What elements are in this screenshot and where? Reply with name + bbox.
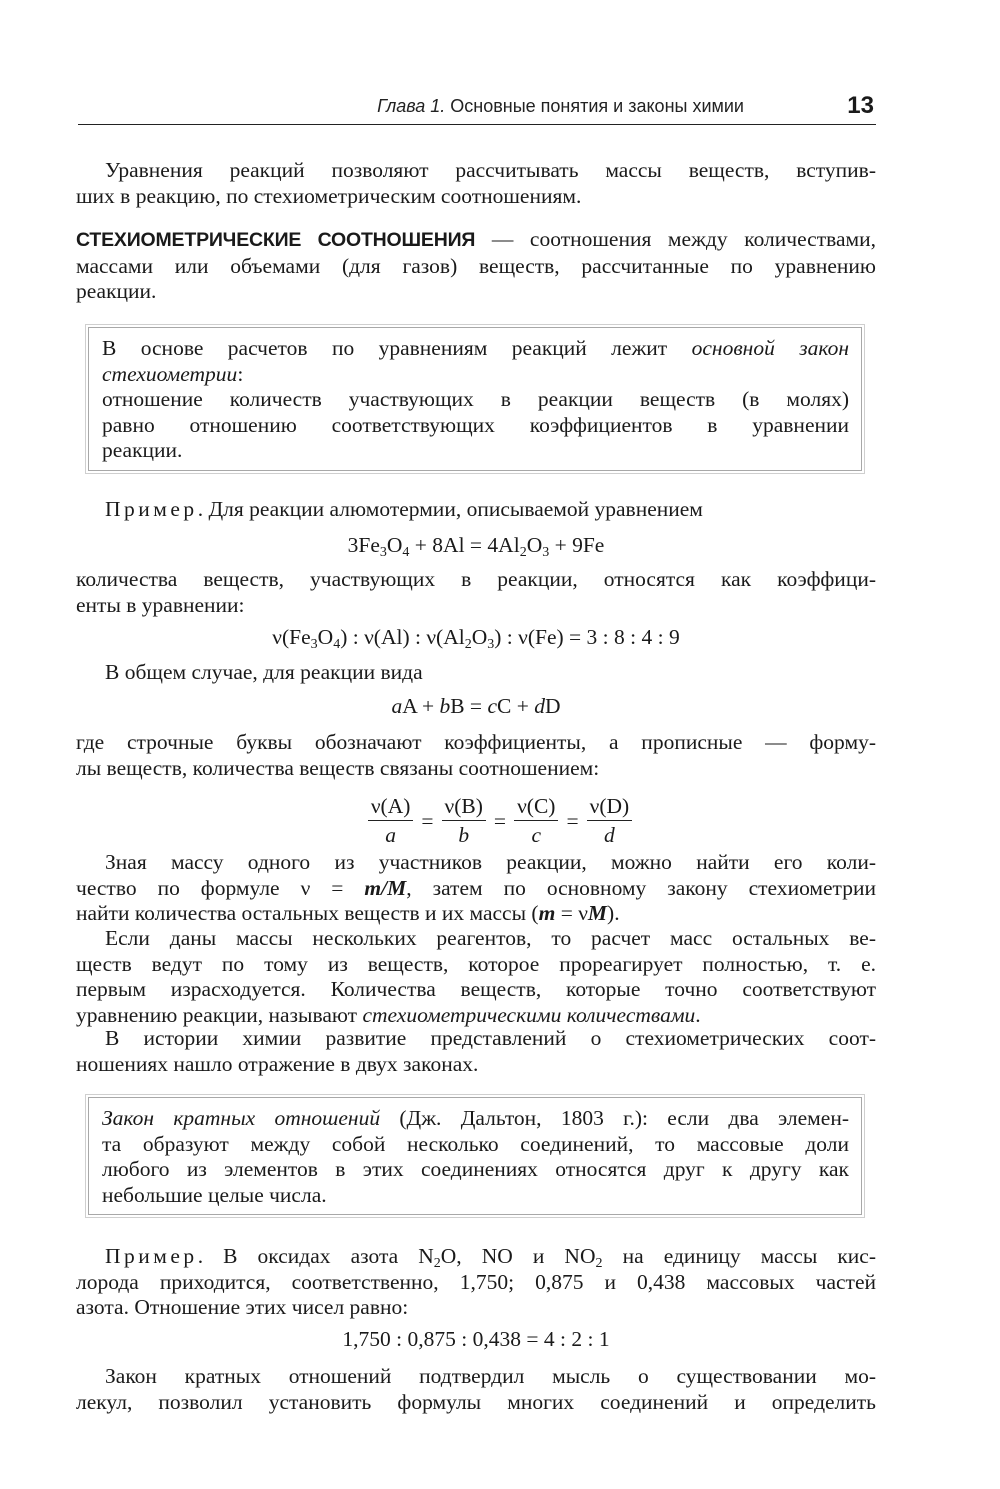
chapter-label: Глава 1. — [377, 96, 446, 116]
equals-sign: = — [493, 808, 507, 833]
text-line: лекул, позволил установить формулы многих соединений и определить — [76, 1389, 876, 1414]
example-nitrogen-oxides — [76, 1244, 876, 1321]
text-line: В истории химии развитие представлений о стехиометрических соот- — [105, 1026, 876, 1050]
page-number: 13 — [847, 92, 874, 119]
paragraph-last — [76, 1364, 876, 1415]
stoichiometry-law-box — [88, 327, 862, 471]
text-line: лы веществ, количества веществ связаны соотношением: — [76, 755, 600, 780]
text-line: ших в реакцию, по стехиометрическим соотношениям. — [76, 183, 582, 208]
equals-sign: = — [421, 808, 434, 833]
text-line: реакции. — [76, 279, 157, 303]
chapter-title — [377, 96, 744, 117]
text-line: В основе расчетов по уравнениям реакций лежит основной закон — [102, 336, 849, 360]
chapter-name: Основные понятия и законы химии — [445, 96, 744, 116]
text-line: В общем случае, для реакции вида — [105, 660, 423, 684]
text-line: Пример. Для реакции алюмотермии, описываемой уравнением — [105, 497, 703, 521]
text-line: СТЕХИОМЕТРИЧЕСКИЕ СООТНОШЕНИЯ — соотношения между количествами, — [76, 227, 876, 251]
text-line: енты в уравнении: — [76, 592, 245, 617]
text-line: Закон кратных отношений (Дж. Дальтон, 1803 г.): если два элемен- — [102, 1106, 849, 1130]
equation-aluminothermy: $3Fe_3O_4 + 8Al = 4Al_2O_3 + 9Fe$ — [347, 533, 605, 560]
fraction-b: $\frac{\nu(B)}{b}$ — [442, 794, 486, 847]
running-header — [78, 94, 876, 125]
example-aluminothermy-text — [76, 567, 876, 618]
paragraph-reagents — [76, 926, 876, 1028]
text-line: Зная массу одного из участников реакции, можно найти его коли- — [105, 850, 876, 874]
text-line: Если даны массы нескольких реагентов, то расчет масс остальных ве- — [105, 926, 876, 950]
text-line: лорода приходится, соответственно, 1,750; 0,875 и 0,438 массовых частей — [76, 1269, 876, 1294]
fraction-a: $\frac{\nu(A)}{a}$ — [368, 794, 414, 847]
text-line: массами или объемами (для газов) веществ, рассчитанные по уравнению — [76, 253, 876, 278]
text-line: стехиометрии: — [102, 361, 244, 386]
text-line: та образуют между собой несколько соединений, то массовые доли — [102, 1131, 849, 1156]
example-label: Пример — [105, 1244, 198, 1268]
paragraph-intro — [76, 158, 876, 209]
multiple-proportions-law-box — [88, 1097, 862, 1215]
text-line: найти количества остальных веществ и их массы (m = νM). — [76, 901, 620, 925]
text-line: реакции. — [102, 438, 183, 462]
text-line: уравнению реакции, называют стехиометрическими количествами. — [76, 1002, 701, 1027]
general-equation: aA + bB = cC + dD — [391, 694, 561, 718]
text-line: Закон кратных отношений подтвердил мысль о существовании мо- — [105, 1364, 876, 1388]
paragraph-history — [76, 1026, 876, 1077]
text-line: отношение количеств участвующих в реакции веществ (в молях) — [102, 387, 849, 411]
text-line: равно отношению соответствующих коэффициентов в уравнении — [102, 412, 849, 437]
text-line: Пример. В оксидах азота $N_2O$, NO и $NO_2$ на единицу массы кис- — [105, 1244, 877, 1271]
example-aluminothermy-intro — [76, 497, 876, 523]
fraction-c: $\frac{\nu(C)}{c}$ — [514, 794, 558, 847]
text-line: количества веществ, участвующих в реакции, относятся как коэффици- — [76, 567, 876, 591]
fraction-equation — [0, 790, 1000, 850]
text-line: Уравнения реакций позволяют рассчитывать массы веществ, вступив- — [105, 158, 876, 182]
fraction-d: $\frac{\nu(D)}{d}$ — [587, 794, 633, 847]
paragraph-mass — [76, 850, 876, 927]
ratio-aluminothermy: $\nu(Fe_3O_4)$ : ν(Al) : $\nu(Al_2O_3)$ : ν(Fe) = 3 : 8 : 4 : 9 — [272, 625, 680, 652]
text-line: первым израсходуется. Количества веществ, которые точно соответствуют — [76, 977, 876, 1001]
text-line: где строчные буквы обозначают коэффициенты, а прописные — форму- — [76, 730, 876, 754]
text-line: азота. Отношение этих чисел равно: — [76, 1295, 409, 1319]
definition-term: СТЕХИОМЕТРИЧЕСКИЕ СООТНОШЕНИЯ — [76, 229, 476, 251]
text-line: ществ ведут по тому из веществ, которое прореагирует полностью, т. е. — [76, 951, 876, 976]
equals-sign: = — [566, 808, 579, 833]
text-line: небольшие целые числа. — [102, 1182, 327, 1207]
general-case-line — [76, 660, 876, 686]
text-line: любого из элементов в этих соединениях относятся друг к другу как — [102, 1157, 849, 1181]
example-label: Пример — [105, 497, 198, 521]
ratio-nitrogen-oxides: 1,750 : 0,875 : 0,438 = 4 : 2 : 1 — [342, 1327, 610, 1351]
definition-paragraph — [76, 227, 876, 305]
general-case-text — [76, 730, 876, 781]
text-line: чество по формуле ν = m/M, затем по основному закону стехиометрии — [76, 875, 876, 900]
text-line: ношениях нашло отражение в двух законах. — [76, 1051, 479, 1076]
